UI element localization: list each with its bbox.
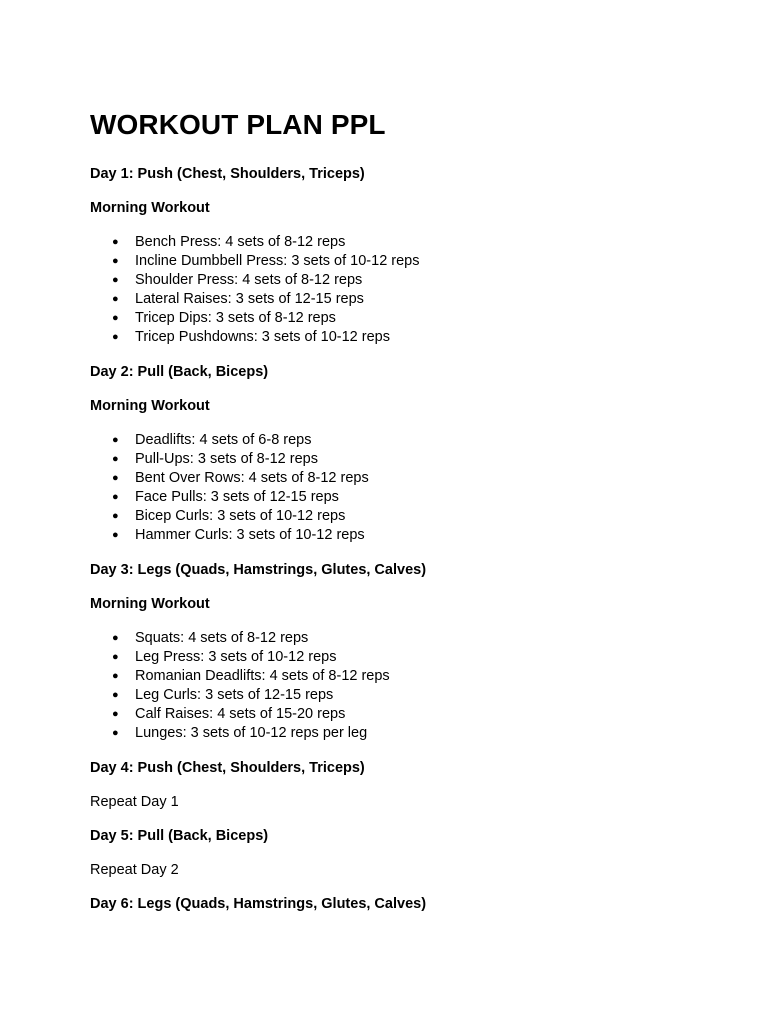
exercise-item [90,252,710,271]
day-heading: Day 2: Pull (Back, Biceps) [90,364,269,380]
exercise-item [90,705,710,724]
bullet-icon: ● [112,236,119,248]
bullet-icon: ● [112,510,119,522]
bullet-icon: ● [112,651,119,663]
bullet-icon: ● [112,331,119,343]
exercise-text: Bicep Curls: 3 sets of 10-12 reps [135,508,346,524]
exercise-text: Deadlifts: 4 sets of 6-8 reps [135,432,312,448]
exercise-text: Calf Raises: 4 sets of 15-20 reps [135,706,346,722]
exercise-text: Leg Press: 3 sets of 10-12 reps [135,649,337,665]
exercise-item [90,290,710,309]
exercise-text: Romanian Deadlifts: 4 sets of 8-12 reps [135,668,390,684]
exercise-list [90,431,710,545]
exercise-text: Bent Over Rows: 4 sets of 8-12 reps [135,470,369,486]
exercise-list [90,233,710,347]
document-page [90,108,710,929]
day-heading: Day 4: Push (Chest, Shoulders, Triceps) [90,760,365,776]
day-section-1 [90,165,710,347]
exercise-item [90,469,710,488]
exercise-item [90,667,710,686]
document-title: WORKOUT PLAN PPL [90,109,386,140]
exercise-text: Lunges: 3 sets of 10-12 reps per leg [135,725,368,741]
bullet-icon: ● [112,255,119,267]
exercise-item [90,686,710,705]
session-heading: Morning Workout [90,596,210,612]
exercise-item [90,526,710,545]
exercise-item [90,328,710,347]
exercise-text: Pull-Ups: 3 sets of 8-12 reps [135,451,318,467]
exercise-text: Hammer Curls: 3 sets of 10-12 reps [135,527,365,543]
exercise-item [90,233,710,252]
exercise-item [90,648,710,667]
exercise-item [90,271,710,290]
exercise-text: Squats: 4 sets of 8-12 reps [135,630,309,646]
exercise-text: Lateral Raises: 3 sets of 12-15 reps [135,291,364,307]
bullet-icon: ● [112,434,119,446]
exercise-text: Tricep Dips: 3 sets of 8-12 reps [135,310,336,326]
bullet-icon: ● [112,453,119,465]
day-section-4 [90,759,710,811]
bullet-icon: ● [112,312,119,324]
bullet-icon: ● [112,708,119,720]
exercise-item [90,450,710,469]
bullet-icon: ● [112,670,119,682]
day-heading: Day 3: Legs (Quads, Hamstrings, Glutes, Calves) [90,562,427,578]
exercise-text: Bench Press: 4 sets of 8-12 reps [135,234,346,250]
exercise-text: Incline Dumbbell Press: 3 sets of 10-12 reps [135,253,420,269]
exercise-text: Face Pulls: 3 sets of 12-15 reps [135,489,339,505]
exercise-item [90,431,710,450]
day-heading: Day 6: Legs (Quads, Hamstrings, Glutes, Calves) [90,896,427,912]
repeat-note: Repeat Day 1 [90,794,179,810]
exercise-item [90,309,710,328]
day-section-2 [90,363,710,545]
exercise-item [90,724,710,743]
day-section-6 [90,895,710,913]
bullet-icon: ● [112,293,119,305]
exercise-item [90,629,710,648]
day-section-5 [90,827,710,879]
exercise-list [90,629,710,743]
repeat-note: Repeat Day 2 [90,862,179,878]
bullet-icon: ● [112,491,119,503]
exercise-text: Leg Curls: 3 sets of 12-15 reps [135,687,334,703]
exercise-text: Shoulder Press: 4 sets of 8-12 reps [135,272,363,288]
bullet-icon: ● [112,472,119,484]
exercise-text: Tricep Pushdowns: 3 sets of 10-12 reps [135,329,390,345]
session-heading: Morning Workout [90,200,210,216]
session-heading: Morning Workout [90,398,210,414]
exercise-item [90,507,710,526]
exercise-item [90,488,710,507]
bullet-icon: ● [112,689,119,701]
bullet-icon: ● [112,632,119,644]
bullet-icon: ● [112,274,119,286]
day-heading: Day 1: Push (Chest, Shoulders, Triceps) [90,166,365,182]
bullet-icon: ● [112,529,119,541]
day-heading: Day 5: Pull (Back, Biceps) [90,828,269,844]
bullet-icon: ● [112,727,119,739]
day-section-3 [90,561,710,743]
